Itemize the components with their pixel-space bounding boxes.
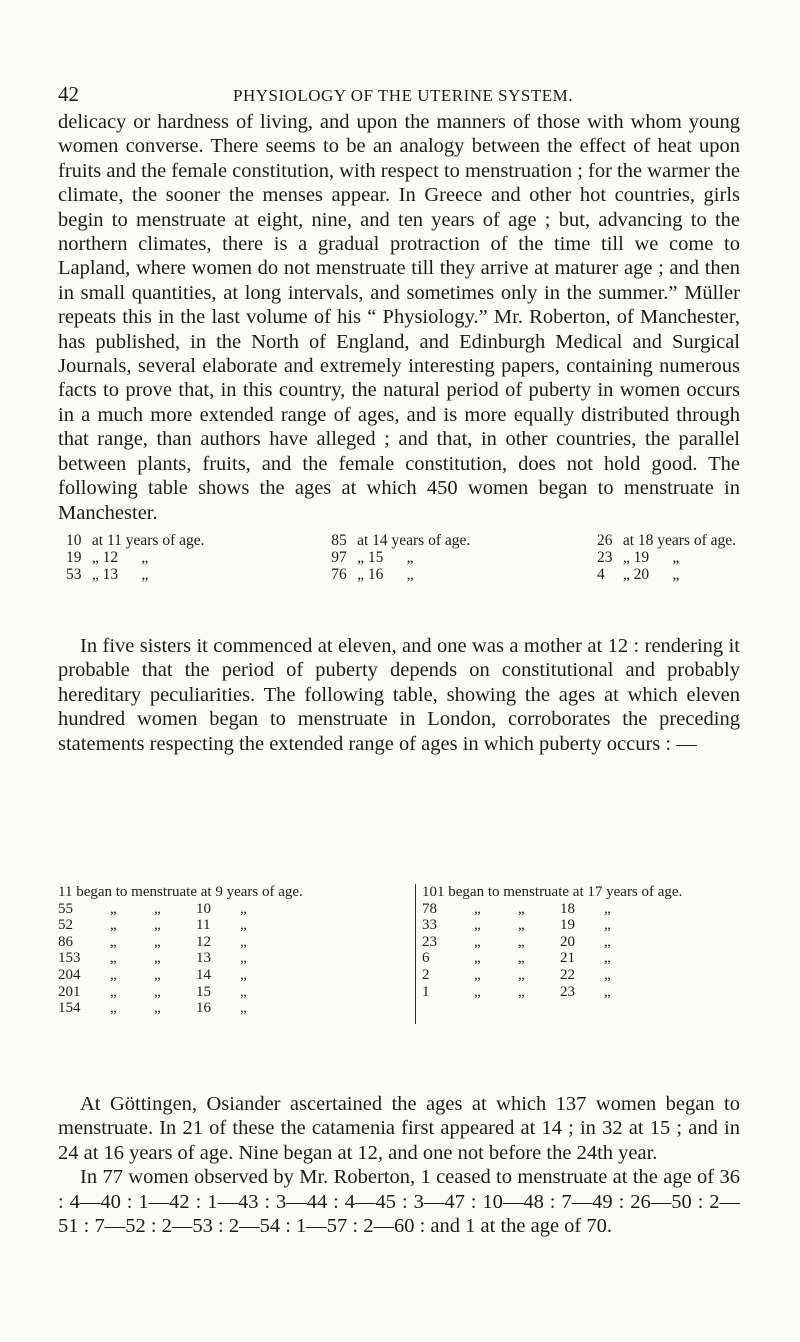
- table-row: [58, 917, 411, 934]
- paragraph-cessation-text: In 77 women observed by Mr. Roberton, 1 ceased to menstruate at the age of 36 : 4—40 : 1—42 : 1—43 : 3—44 : 4—45 : 3—47 : 10—48 : 7—49 : 26—50 : 2—51 : 7—52 : 2—53 : 2—54 : 1—57 : 2—60 : and 1 at the age of 70.: [58, 1166, 740, 1238]
- table-row: [66, 566, 205, 583]
- age-cell: 16: [196, 1000, 211, 1017]
- ditto-mark: „: [154, 917, 161, 934]
- count-cell: 33: [422, 917, 437, 934]
- paragraph-gottingen-text: At Göttingen, Osiander ascertained the ages at which 137 women began to menstruate. In 21 of these the catamenia first appeared at 14 ; in 32 at 15 ; and in 24 at 16 years of age. Nine began at 12, and one not before the 24th year.: [58, 1093, 740, 1164]
- table-body: [422, 901, 762, 1001]
- age-cell: 20: [633, 566, 650, 583]
- ditto-mark: „: [474, 950, 481, 967]
- age-cell: 12: [102, 549, 119, 566]
- column-divider: [415, 884, 416, 1024]
- count-cell: 55: [58, 900, 73, 917]
- london-table-right: [422, 884, 762, 1000]
- ditto-mark: „: [622, 566, 630, 583]
- age-cell: 20: [560, 933, 575, 950]
- manchester-column: [331, 532, 470, 583]
- count-cell: 201: [58, 983, 81, 1000]
- page-header: [58, 82, 748, 107]
- ditto-mark: „: [622, 549, 630, 566]
- ditto-mark: „: [240, 900, 247, 917]
- count-cell: 76: [331, 566, 347, 583]
- count-cell: 23: [596, 549, 613, 566]
- table-row: [597, 566, 736, 583]
- count-cell: 26: [596, 532, 613, 549]
- table-row: [422, 917, 762, 934]
- header-suffix: years of age.: [606, 884, 683, 900]
- header-count: 101: [422, 884, 445, 900]
- age-cell: 18: [637, 532, 654, 549]
- ditto-mark: „: [518, 933, 525, 950]
- paragraph-gottingen: [58, 1092, 740, 1238]
- ditto-mark: „: [604, 950, 611, 967]
- ditto-mark: „: [604, 900, 611, 917]
- ditto-mark: „: [110, 983, 117, 1000]
- count-cell: 10: [66, 532, 82, 549]
- table-row: [597, 549, 736, 566]
- count-cell: 52: [58, 917, 73, 934]
- age-cell: 13: [196, 950, 211, 967]
- ditto-mark: „: [518, 900, 525, 917]
- ditto-mark: „: [518, 950, 525, 967]
- table-row: [58, 950, 411, 967]
- age-cell: 21: [560, 950, 575, 967]
- count-cell: 6: [422, 950, 430, 967]
- table-row: [422, 984, 762, 1001]
- ditto-mark: „: [604, 933, 611, 950]
- ditto-mark: „: [110, 917, 117, 934]
- paragraph-sisters: In five sisters it commenced at eleven, and one was a mother at 12 : rendering it probable that the period of puberty depends on constitutional and probably hereditary peculiarities. The following table, showing the ages at which eleven hundred women began to menstruate in London, corroborates the preceding statements respecting the extended range of ages in which puberty occurs : —: [58, 635, 740, 755]
- ditto-mark: „: [474, 983, 481, 1000]
- age-cell: 10: [196, 900, 211, 917]
- ditto-mark: „: [518, 966, 525, 983]
- ditto-mark: „: [240, 966, 247, 983]
- ditto-mark: „: [154, 1000, 161, 1017]
- table-row: [58, 967, 411, 984]
- ditto-mark: „: [474, 966, 481, 983]
- ditto-mark: „: [110, 1000, 117, 1017]
- ditto-mark: „: [604, 917, 611, 934]
- age-cell: 18: [560, 900, 575, 917]
- ditto-mark: „: [604, 983, 611, 1000]
- ditto-mark: „: [154, 950, 161, 967]
- ditto-mark: „: [240, 983, 247, 1000]
- ditto-mark: „: [474, 933, 481, 950]
- age-cell: 11: [196, 917, 211, 934]
- ditto-mark: „: [672, 549, 680, 566]
- ditto-mark: „: [406, 566, 414, 583]
- count-cell: 153: [58, 950, 81, 967]
- page-number: 42: [58, 82, 79, 106]
- ditto-mark: „: [240, 917, 247, 934]
- table-row: 85 at 14 years of age.: [331, 532, 471, 549]
- ditto-mark: „: [357, 566, 364, 583]
- header-text: began to menstruate at: [76, 884, 212, 900]
- count-cell: 23: [422, 933, 437, 950]
- age-cell: 19: [633, 549, 650, 566]
- header-age: 17: [587, 884, 603, 900]
- count-cell: 1: [422, 983, 430, 1000]
- ditto-mark: „: [672, 566, 680, 583]
- ditto-mark: „: [240, 950, 247, 967]
- ditto-mark: „: [110, 950, 117, 967]
- header-age: 9: [215, 884, 223, 900]
- count-cell: 2: [422, 966, 430, 983]
- table-row: [422, 967, 762, 984]
- age-cell: 14: [372, 532, 388, 549]
- count-cell: 86: [58, 933, 73, 950]
- ditto-mark: „: [110, 966, 117, 983]
- count-cell: 97: [331, 549, 347, 566]
- ditto-mark: „: [474, 900, 481, 917]
- table-body: [58, 901, 411, 1017]
- suffix-cell: years of age.: [391, 532, 471, 549]
- ditto-mark: „: [357, 549, 364, 566]
- header-text: began to menstruate at: [448, 884, 584, 900]
- table-row: 26 at 18 years of age.: [596, 532, 736, 549]
- age-cell: 12: [196, 933, 211, 950]
- running-head: PHYSIOLOGY OF THE UTERINE SYSTEM.: [233, 86, 573, 105]
- manchester-age-table: [66, 532, 736, 583]
- age-cell: 19: [560, 917, 575, 934]
- age-cell: 15: [196, 983, 211, 1000]
- count-cell: 204: [58, 966, 81, 983]
- table-row: [58, 1000, 411, 1017]
- table-header: [422, 884, 762, 901]
- table-row: [422, 934, 762, 951]
- suffix-cell: years of age.: [657, 532, 736, 549]
- ditto-mark: „: [518, 917, 525, 934]
- age-cell: 13: [102, 566, 119, 583]
- ditto-mark: „: [91, 549, 99, 566]
- header-count: 11: [58, 884, 73, 900]
- table-row: [331, 549, 470, 566]
- ditto-mark: „: [141, 566, 149, 583]
- ditto-mark: „: [240, 933, 247, 950]
- age-cell: 14: [196, 966, 211, 983]
- header-suffix: years of age.: [226, 884, 303, 900]
- table-row: [66, 549, 205, 566]
- ditto-mark: „: [154, 900, 161, 917]
- count-cell: 4: [596, 566, 605, 583]
- ditto-mark: „: [240, 1000, 247, 1017]
- table-row: [58, 984, 411, 1001]
- ditto-mark: „: [110, 900, 117, 917]
- age-cell: 16: [367, 566, 384, 583]
- table-row: [422, 950, 762, 967]
- ditto-mark: „: [141, 549, 149, 566]
- ditto-mark: „: [154, 933, 161, 950]
- table-row: 10 at 11 years of age.: [66, 532, 205, 549]
- suffix-cell: years of age.: [125, 532, 205, 549]
- age-cell: 11: [106, 532, 122, 549]
- count-cell: 154: [58, 1000, 81, 1017]
- manchester-column: [597, 532, 736, 583]
- ditto-mark: „: [110, 933, 117, 950]
- london-table-left: [58, 884, 411, 1017]
- table-row: [58, 934, 411, 951]
- ditto-mark: „: [406, 549, 414, 566]
- table-row: [331, 566, 470, 583]
- ditto-mark: „: [518, 983, 525, 1000]
- age-cell: 15: [367, 549, 384, 566]
- ditto-mark: „: [154, 966, 161, 983]
- table-header: [58, 884, 411, 901]
- count-cell: 53: [66, 566, 82, 583]
- count-cell: 19: [66, 549, 82, 566]
- ditto-mark: „: [154, 983, 161, 1000]
- table-row: [58, 901, 411, 918]
- ditto-mark: „: [91, 566, 99, 583]
- table-row: [422, 901, 762, 918]
- count-cell: 85: [331, 532, 347, 549]
- age-cell: 22: [560, 966, 575, 983]
- ditto-mark: „: [474, 917, 481, 934]
- manchester-column: [66, 532, 205, 583]
- ditto-mark: „: [604, 966, 611, 983]
- age-cell: 23: [560, 983, 575, 1000]
- count-cell: 78: [422, 900, 437, 917]
- paragraph-climate: delicacy or hardness of living, and upon the manners of those with whom young women converse. There seems to be an analogy between the effect of heat upon fruits and the female constitution, with respect to menstruation ; for the warmer the climate, the sooner the menses appear. In Greece and other hot countries, girls begin to menstruate at eight, nine, and ten years of age ; but, advancing to the northern climates, there is a gradual protraction of the time till we come to Lapland, where women do not menstruate till they arrive at maturer age ; and then in small quantities, at long intervals, and sometimes only in the summer.” Müller repeats this in the last volume of his “ Physiology.” Mr. Roberton, of Manchester, has published, in the North of England, and Edinburgh Medical and Surgical Journals, several elaborate and extremely interesting papers, containing numerous facts to prove that, in this country, the natural period of puberty in women occurs in a much more extended range of ages, and is more equally distributed through that range, than authors have alleged ; and that, in other countries, the parallel between plants, fruits, and the female constitution, does not hold good. The following table shows the ages at which 450 women began to menstruate in Manchester.: [58, 111, 740, 524]
